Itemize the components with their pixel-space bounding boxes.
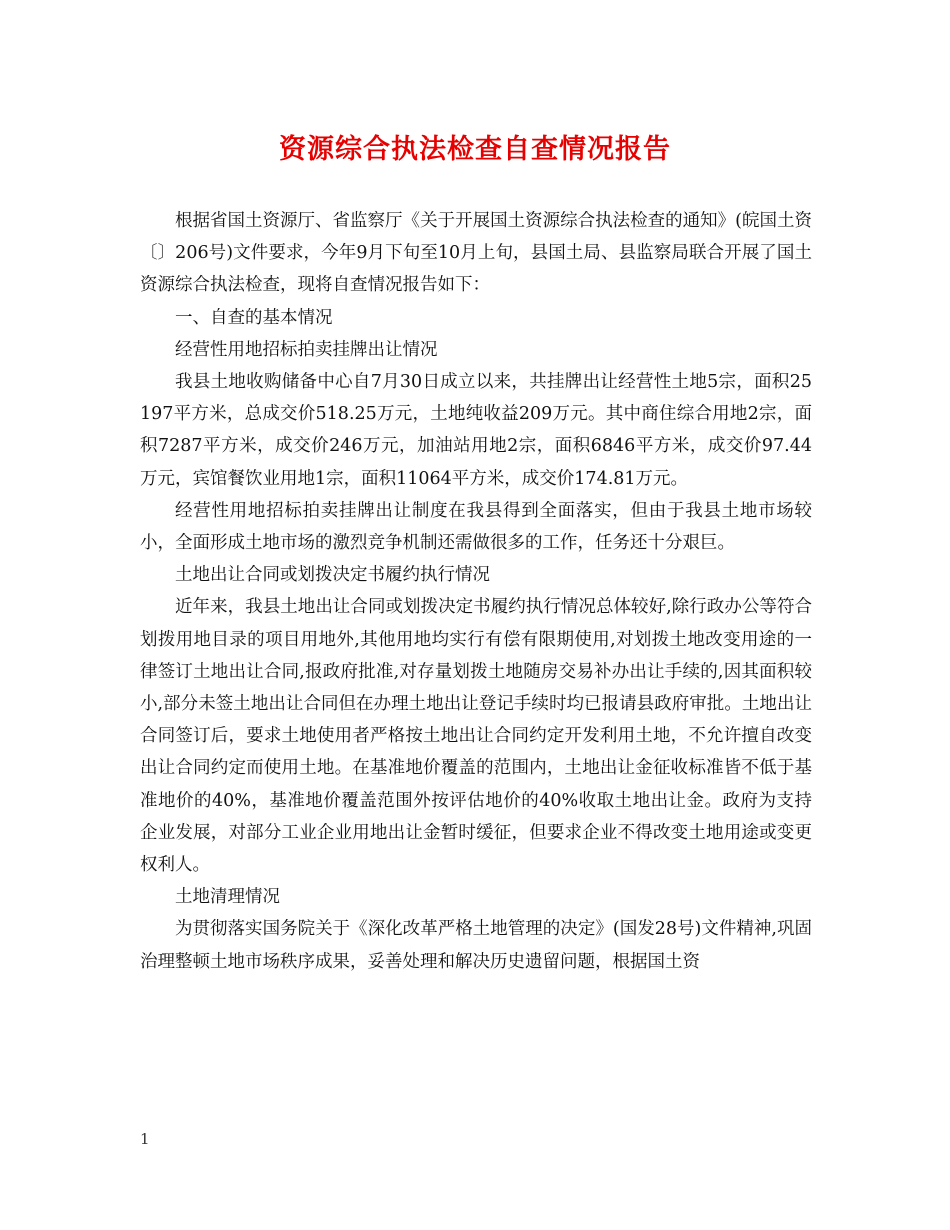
page-number: 1 <box>140 1130 150 1148</box>
subheading-contract-execution: 土地出让合同或划拨决定书履约执行情况 <box>175 565 490 586</box>
document-title: 资源综合执法检查自查情况报告 <box>279 134 671 165</box>
paragraph-intro: 根据省国土资源厅、省监察厅《关于开展国土资源综合执法检查的通知》(皖国土资〔〕206号)文件要求，今年9月下旬至10月上旬，县国土局、县监察局联合开展了国土资源综合执法检查，现将自查情况报告如下： <box>140 211 812 296</box>
subheading-land-clearance: 土地清理情况 <box>175 887 280 908</box>
subheading-land-bidding: 经营性用地招标拍卖挂牌出让情况 <box>175 339 438 360</box>
paragraph-contract-execution: 近年来，我县土地出让合同或划拨决定书履约执行情况总体较好,除行政办公等符合划拨用地目录的项目用地外,其他用地均实行有偿有限期使用,对划拨土地改变用途的一律签订土地出让合同,报政府批准,对存量划拨土地随房交易补办出让手续的,因其面积较小,部分未签土地出让合同但在办理土地出让登记手续时均已报请县政府审批。土地出让合同签订后，要求土地使用者严格按土地出让合同约定开发利用土地，不允许擅自改变出让合同约定而使用土地。在基准地价覆盖的范围内，土地出让金征收标准皆不低于基准地价的40%，基准地价覆盖范围外按评估地价的40%收取土地出让金。政府为支持企业发展，对部分工业企业用地出让金暂时缓征，但要求企业不得改变土地用途或变更权利人。 <box>140 597 812 876</box>
paragraph-land-bidding-stats: 我县土地收购储备中心自7月30日成立以来，共挂牌出让经营性土地5宗，面积25197平方米，总成交价518.25万元，土地纯收益209万元。其中商住综合用地2宗，面积7287平方米，成交价246万元，加油站用地2宗，面积6846平方米，成交价97.44万元，宾馆餐饮业用地1宗，面积11064平方米，成交价174.81万元。 <box>140 372 812 489</box>
document-body <box>140 205 812 978</box>
section-heading-self-check: 一、自查的基本情况 <box>175 307 333 328</box>
paragraph-land-clearance: 为贯彻落实国务院关于《深化改革严格土地管理的决定》(国发28号)文件精神,巩固治理整顿土地市场秩序成果，妥善处理和解决历史遗留问题，根据国土资 <box>140 919 812 972</box>
paragraph-land-bidding-summary: 经营性用地招标拍卖挂牌出让制度在我县得到全面落实，但由于我县土地市场较小，全面形成土地市场的激烈竞争机制还需做很多的工作，任务还十分艰巨。 <box>140 500 812 554</box>
